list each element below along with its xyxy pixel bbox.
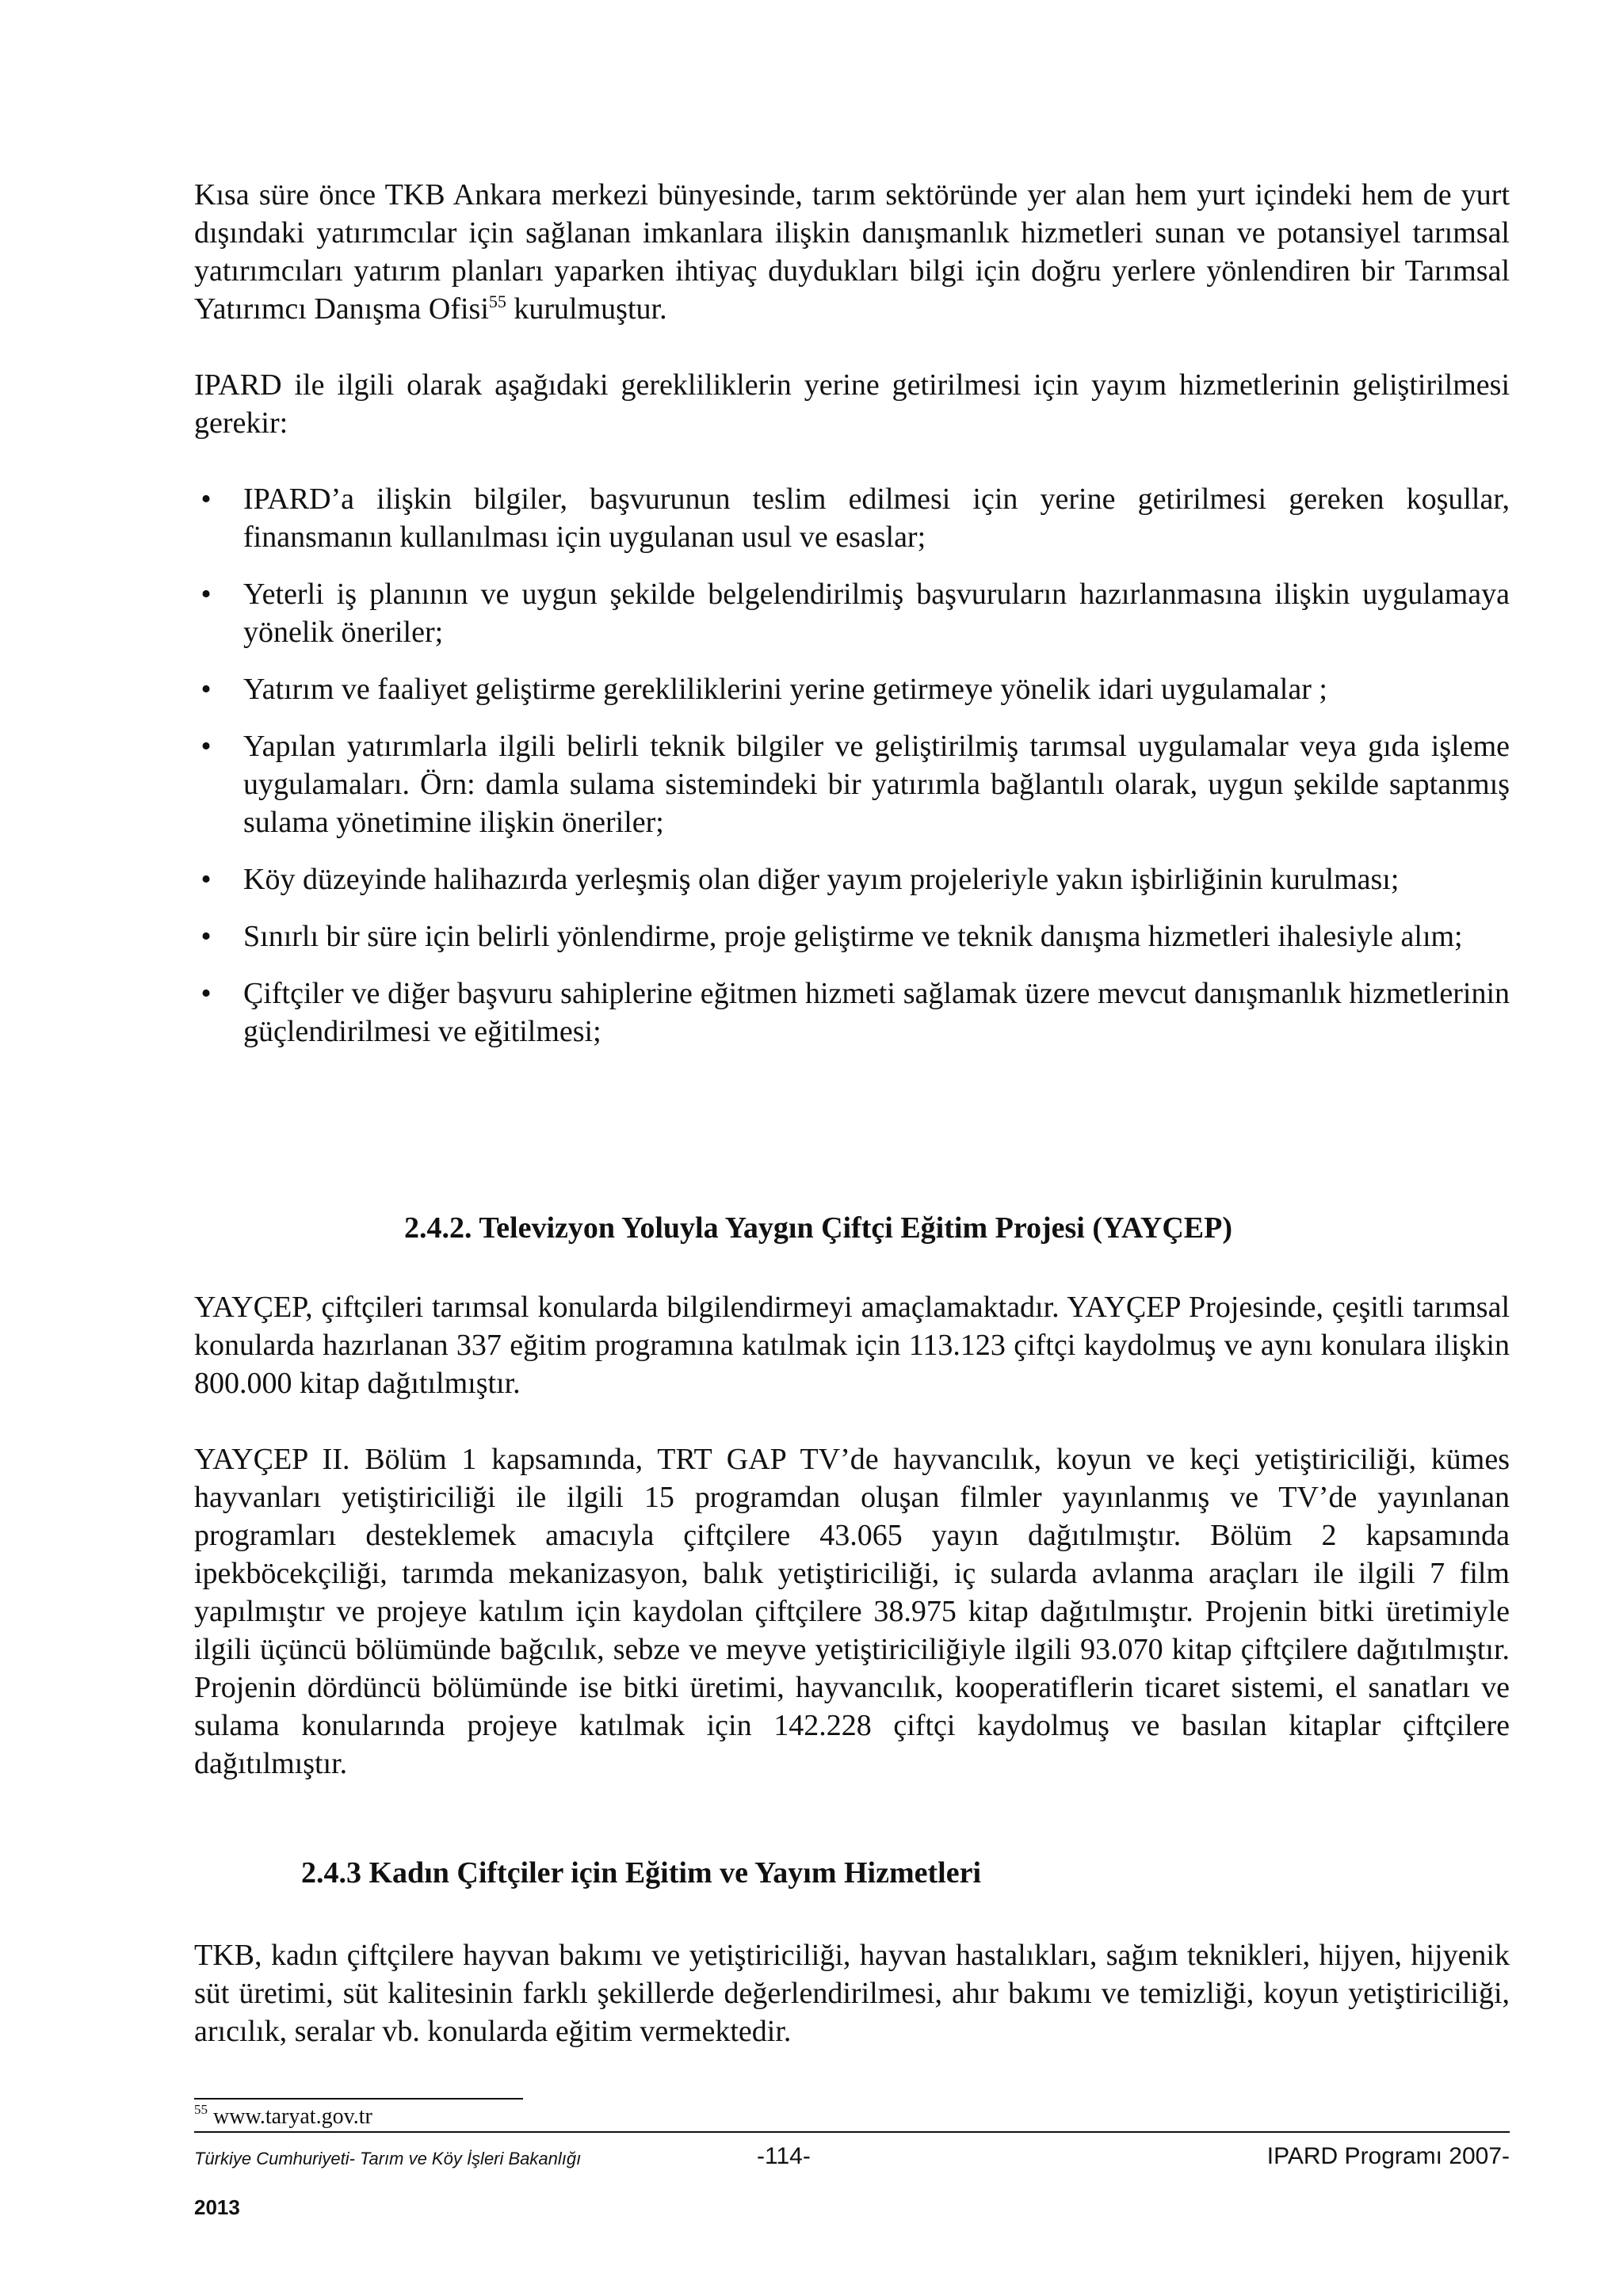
list-item (194, 974, 1510, 1051)
footer-program-title: IPARD Programı 2007- (1266, 2143, 1510, 2169)
footnote (194, 2103, 372, 2131)
page-number: -114- (757, 2143, 811, 2169)
intro-paragraph-1-end: kurulmuştur. (506, 292, 667, 326)
list-item (194, 670, 1510, 708)
section-2-4-2-paragraph-1 (194, 1288, 1510, 1402)
bullet-icon: • (200, 920, 212, 953)
list-item (194, 727, 1510, 841)
list-item-text: Yeterli iş planının ve uygun şekilde belgelendirilmiş başvuruların hazırlanmasına ilişkin uygulamaya yönelik öneriler; (243, 578, 1510, 649)
bullet-icon: • (200, 482, 212, 516)
intro-paragraph-1-text: Kısa süre önce TKB Ankara merkezi bünyesinde, tarım sektöründe yer alan hem yurt içindeki hem de yurt dışındaki yatırımcılar için sağlanan imkanlara ilişkin danışmanlık hizmetleri sunan ve potansiyel tarımsal yatırımcıları yatırım planları yaparken ihtiyaç duydukları bilgi için doğru yerlere yönlendiren bir Tarımsal Yatırımcı Danışma Ofisi (194, 178, 1510, 326)
list-item-text: Yatırım ve faaliyet geliştirme gerekliliklerini yerine getirmeye yönelik idari uygulamalar ; (243, 673, 1327, 706)
bullet-icon: • (200, 730, 212, 763)
section-2-4-3-paragraph-1-text: TKB, kadın çiftçilere hayvan bakımı ve yetiştiriciliği, hayvan hastalıkları, sağım teknikleri, hijyen, hijyenik süt üretimi, süt kalitesinin farklı şekillerde değerlendirilmesi, ahır bakımı ve temizliği, koyun yetiştiriciliği, arıcılık, seralar vb. konularda eğitim vermektedir. (194, 1939, 1510, 2048)
list-item (194, 860, 1510, 898)
list-item-text: Yapılan yatırımlarla ilgili belirli teknik bilgiler ve geliştirilmiş tarımsal uygulamalar veya gıda işleme uygulamaları. Örn: damla sulama sistemindeki bir yatırımla bağlantılı olarak, uygun şekilde saptanmış sulama yönetimine ilişkin öneriler; (243, 730, 1510, 839)
intro-paragraph-2 (194, 366, 1510, 442)
bullet-icon: • (200, 977, 212, 1010)
footer-divider (194, 2131, 1510, 2133)
footer-ministry: Türkiye Cumhuriyeti- Tarım ve Köy İşleri Bakanlığı (194, 2149, 582, 2168)
section-2-4-3-paragraph-1 (194, 1936, 1510, 2050)
section-heading-2-4-2: 2.4.2. Televizyon Yoluyla Yaygın Çiftçi Eğitim Projesi (YAYÇEP) (404, 1211, 1233, 1245)
footnote-link[interactable]: www.taryat.gov.tr (208, 2104, 372, 2129)
bullet-icon: • (200, 578, 212, 611)
footer-program-year: 2013 (194, 2195, 240, 2219)
intro-paragraph-1 (194, 176, 1510, 328)
list-item-text: Sınırlı bir süre için belirli yönlendirme, proje geliştirme ve teknik danışma hizmetleri ihalesiyle alım; (243, 920, 1463, 953)
footnote-reference: 55 (488, 292, 506, 311)
footnote-divider (194, 2098, 523, 2100)
section-heading-2-4-3: 2.4.3 Kadın Çiftçiler için Eğitim ve Yayım Hizmetleri (301, 1856, 982, 1890)
footnote-number: 55 (194, 2102, 208, 2117)
list-item (194, 575, 1510, 651)
list-item (194, 917, 1510, 955)
section-2-4-2-paragraph-2-text: YAYÇEP II. Bölüm 1 kapsamında, TRT GAP TV’de hayvancılık, koyun ve keçi yetiştiriciliği, kümes hayvanları yetiştiriciliği ile ilgili 15 programdan oluşan filmler yayınlanmış ve TV’de yayınlanan programları desteklemek amacıyla çiftçilere 43.065 yayın dağıtılmıştır. Bölüm 2 kapsamında ipekböcekçiliği, tarımda mekanizasyon, balık yetiştiriciliği, iç sularda avlanma araçları ile ilgili 7 film yapılmıştır ve projeye katılım için kaydolan çiftçilere 38.975 kitap dağıtılmıştır. Projenin bitki üretimiyle ilgili üçüncü bölümünde bağcılık, sebze ve meyve yetiştiriciliğiyle ilgili 93.070 kitap çiftçilere dağıtılmıştır. Projenin dördüncü bölümünde ise bitki üretimi, hayvancılık, kooperatiflerin ticaret sistemi, el sanatları ve sulama konularında projeye katılmak için 142.228 çiftçi kaydolmuş ve basılan kitaplar çiftçilere dağıtılmıştır. (194, 1443, 1510, 1780)
list-item-text: Çiftçiler ve diğer başvuru sahiplerine eğitmen hizmeti sağlamak üzere mevcut danışmanlık hizmetlerinin güçlendirilmesi ve eğitilmesi; (243, 977, 1510, 1048)
section-2-4-2-paragraph-1-text: YAYÇEP, çiftçileri tarımsal konularda bilgilendirmeyi amaçlamaktadır. YAYÇEP Projesinde, çeşitli tarımsal konularda hazırlanan 337 eğitim programına katılmak için 113.123 çiftçi kaydolmuş ve aynı konulara ilişkin 800.000 kitap dağıtılmıştır. (194, 1291, 1510, 1400)
list-item (194, 480, 1510, 556)
bullet-icon: • (200, 673, 212, 706)
list-item-text: Köy düzeyinde halihazırda yerleşmiş olan diğer yayım projeleriyle yakın işbirliğinin kurulması; (243, 863, 1400, 896)
list-item-text: IPARD’a ilişkin bilgiler, başvurunun teslim edilmesi için yerine getirilmesi gereken koşullar, finansmanın kullanılması için uygulanan usul ve esaslar; (243, 482, 1510, 554)
requirements-list (194, 480, 1510, 1051)
intro-paragraph-2-text: IPARD ile ilgili olarak aşağıdaki gerekliliklerin yerine getirilmesi için yayım hizmetlerinin geliştirilmesi gerekir: (194, 368, 1510, 440)
bullet-icon: • (200, 863, 212, 896)
section-2-4-2-paragraph-2 (194, 1440, 1510, 1783)
